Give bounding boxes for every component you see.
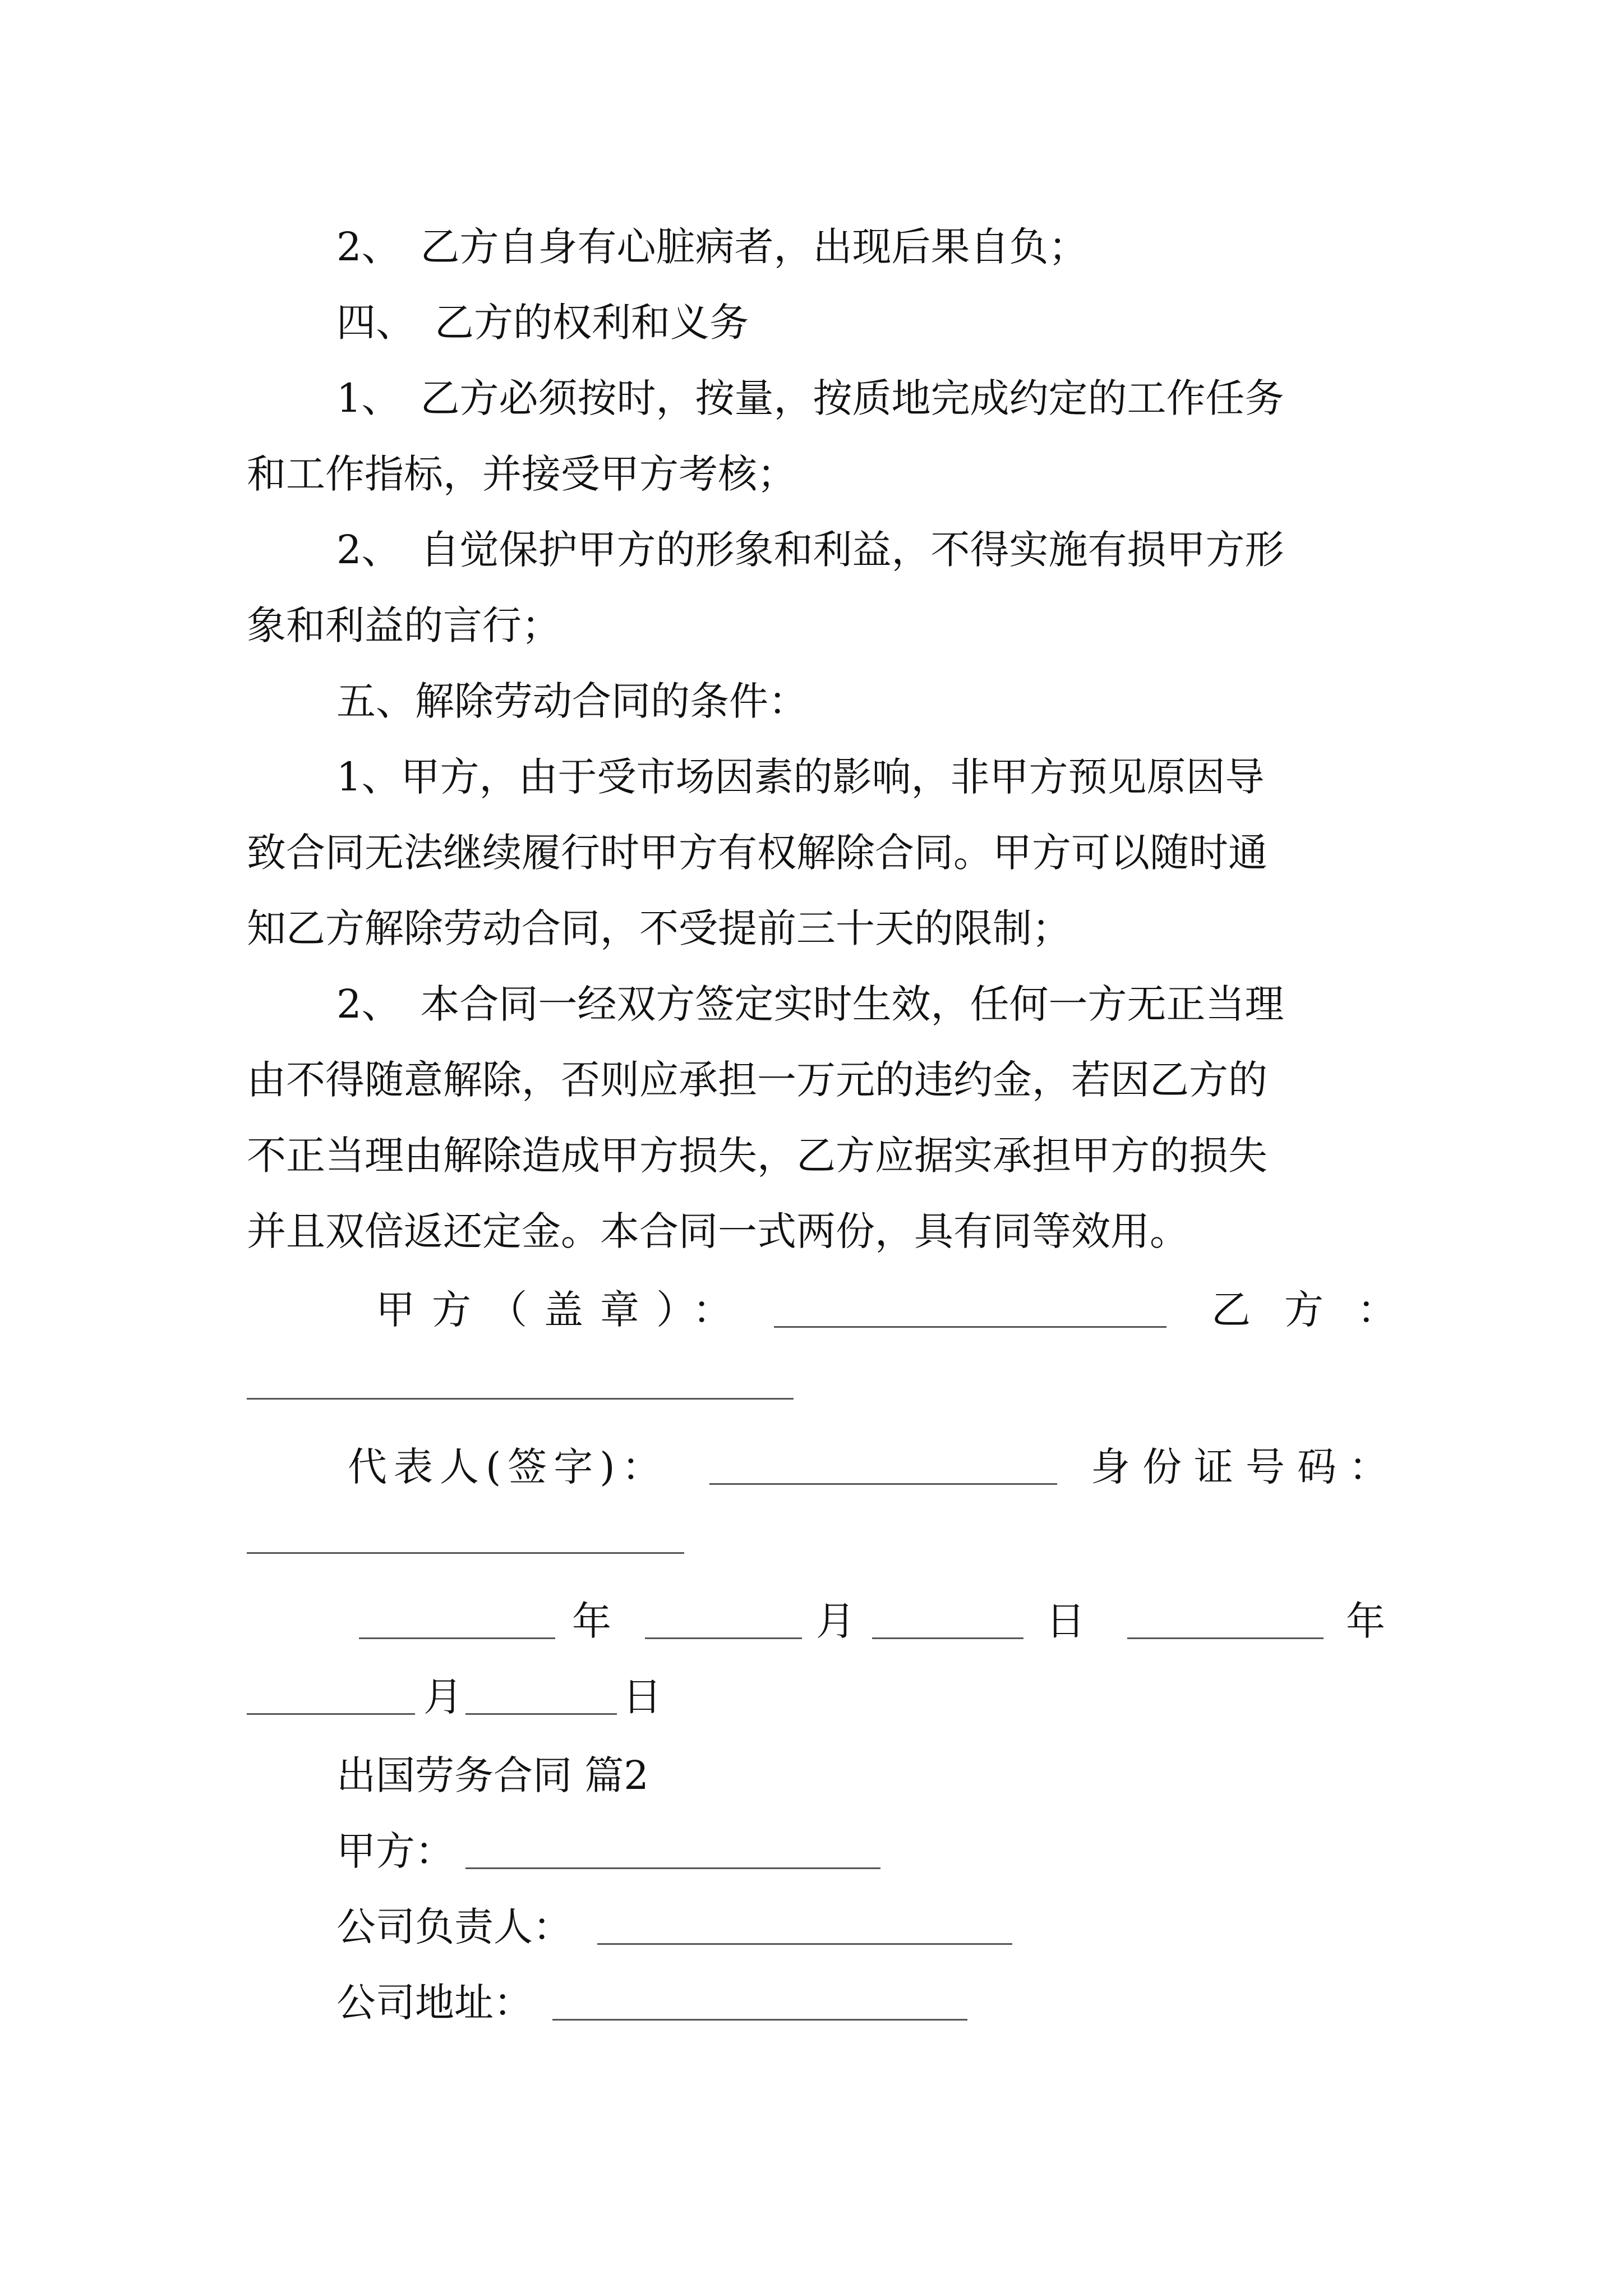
clause-text: 1、甲方，由于受市场因素的影响，非甲方预见原因导 <box>336 754 1265 800</box>
year-label: 年 <box>572 1598 611 1644</box>
clause-text: 1、 乙方必须按时，按量，按质地完成约定的工作任务 <box>336 375 1284 421</box>
day-blank[interactable] <box>872 1608 1023 1639</box>
heading-text: 四、 乙方的权利和义务 <box>336 300 749 346</box>
clause-text: 不正当理由解除造成甲方损失，乙方应据实承担甲方的损失 <box>247 1133 1267 1179</box>
day-label: 日 <box>1046 1598 1085 1644</box>
month-blank[interactable] <box>645 1608 802 1639</box>
clause-text: 由不得随意解除，否则应承担一万元的违约金，若因乙方的 <box>247 1057 1267 1103</box>
party-b-label: 乙方： <box>1211 1287 1430 1333</box>
clause-text: 和工作指标，并接受甲方考核； <box>247 451 796 497</box>
party-a-seal-label: 甲方（盖章）： <box>376 1287 749 1333</box>
clause-text: 象和利益的言行； <box>247 602 561 648</box>
month-blank[interactable] <box>247 1684 415 1715</box>
year-blank[interactable] <box>1127 1608 1324 1639</box>
party-b-blank[interactable] <box>247 1369 794 1400</box>
clause-text: 并且双倍返还定金。本合同一式两份，具有同等效用。 <box>247 1208 1189 1254</box>
company-head-blank[interactable] <box>597 1914 1012 1945</box>
representative-label: 代表人(签字)： <box>348 1444 668 1490</box>
company-head-label: 公司负责人： <box>336 1904 572 1950</box>
representative-blank[interactable] <box>709 1454 1057 1485</box>
id-number-label: 身份证号码： <box>1091 1444 1400 1490</box>
company-address-blank[interactable] <box>552 1990 967 2021</box>
clause-text: 致合同无法继续履行时甲方有权解除合同。甲方可以随时通 <box>247 830 1267 876</box>
party-a-label: 甲方： <box>336 1828 454 1874</box>
day-label: 日 <box>623 1674 662 1720</box>
month-label: 月 <box>423 1674 463 1720</box>
party-a-blank[interactable] <box>465 1838 880 1869</box>
company-address-label: 公司地址： <box>336 1980 533 2026</box>
clause-text: 2、 本合同一经双方签定实时生效，任何一方无正当理 <box>336 981 1284 1027</box>
clause-text: 2、 自觉保护甲方的形象和利益，不得实施有损甲方形 <box>336 527 1284 573</box>
clause-text: 2、 乙方自身有心脏病者，出现后果自负； <box>336 224 1088 270</box>
day-blank[interactable] <box>465 1684 617 1715</box>
heading-text: 五、解除劳动合同的条件： <box>336 678 808 724</box>
clause-text: 知乙方解除劳动合同，不受提前三十天的限制； <box>247 905 1071 951</box>
contract-title-text: 出国劳务合同 篇2 <box>336 1752 649 1798</box>
year-blank[interactable] <box>359 1608 555 1639</box>
id-number-blank[interactable] <box>247 1523 684 1554</box>
year-label: 年 <box>1346 1598 1385 1644</box>
month-label: 月 <box>816 1598 855 1644</box>
party-a-seal-blank[interactable] <box>774 1297 1166 1328</box>
